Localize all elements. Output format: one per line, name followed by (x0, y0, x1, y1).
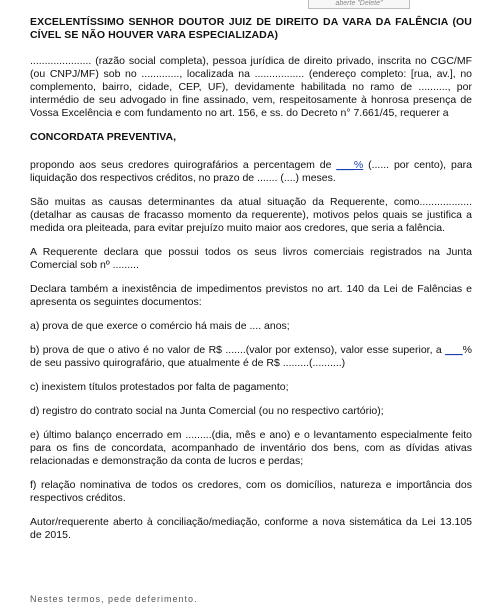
top-tab-label: aberte "Delete" (335, 0, 383, 7)
item-f: f) relação nominativa de todos os credores, com os domicílios, natureza e importância dos respectivos créditos. (30, 479, 472, 504)
item-b-blank: ___ (445, 344, 463, 356)
item-e: e) último balanço encerrado em .........(dia, mês e ano) e o levantamento especialmente feito para os fins de concordata, acompanhado de inventário dos bens, com as dívidas ativas relacionadas e demonstração da conta de lucros e perdas; (30, 429, 472, 467)
proposal-paragraph (30, 159, 472, 185)
books-paragraph: A Requerente declara que possui todos os seus livros comerciais registrados na Junta Comercial sob nº ......... (30, 246, 472, 271)
closing-paragraph: Autor/requerente aberto à conciliação/mediação, conforme a nova sistemática da Lei 13.105 de 2015. (30, 516, 472, 541)
item-b (30, 344, 472, 370)
cut-off-line: Nestes termos, pede deferimento. (30, 594, 198, 604)
declaration-paragraph: Declara também a inexistência de impedimentos previstos no art. 140 da Lei de Falências e apresenta os seguintes documentos: (30, 283, 472, 308)
percentage-blank: ___% (336, 159, 364, 171)
section-heading: CONCORDATA PREVENTIVA, (30, 131, 177, 143)
item-d: d) registro do contrato social na Junta Comercial (ou no respectivo cartório); (30, 405, 384, 417)
proposal-text-after: (...... por cento), para liquidação dos respectivos créditos, no prazo de ....... (....) meses. (30, 159, 472, 184)
document-body (30, 16, 472, 553)
top-tab[interactable] (308, 0, 410, 9)
intro-paragraph: ..................... (razão social completa), pessoa jurídica de direito privado, inscrita no CGC/MF (ou CNPJ/MF) sob no ............., localizada na ................. (endereço completo: [rua, av.], no complemento, bairro, cidade, CEP, UF), devidamente habilitada no ramo de .........., por intermédio de seu advogado in fine assinado, vem, respeitosamente à honrosa presença de Vossa Excelência e com fundamento no art. 156, e ss. do Decreto n° 7.661/45, requerer a (30, 55, 472, 119)
item-b-text-before: b) prova de que o ativo é no valor de R$ .......(valor por extenso), valor esse superior, a (30, 344, 446, 356)
causes-paragraph: São muitas as causas determinantes da atual situação da Requerente, como.................. (detalhar as causas de fracasso momento da requerente), motivos pelos quais se justifica a medida ora pleiteada, para evitar prejuízo muito maior aos credores, que seria a falência. (30, 196, 472, 234)
document-title: EXCELENTÍSSIMO SENHOR DOUTOR JUIZ DE DIREITO DA VARA DA FALÊNCIA (OU CÍVEL SE NÃO HOUVER VARA ESPECIALIZADA) (30, 16, 472, 41)
proposal-text-before: propondo aos seus credores quirografários a percentagem de (30, 159, 337, 171)
item-b-text-after: % de seu passivo quirografário, que atualmente é de R$ .........(..........) (30, 344, 472, 369)
item-a: a) prova de que exerce o comércio há mais de .... anos; (30, 320, 290, 332)
item-c: c) inexistem títulos protestados por falta de pagamento; (30, 381, 289, 393)
